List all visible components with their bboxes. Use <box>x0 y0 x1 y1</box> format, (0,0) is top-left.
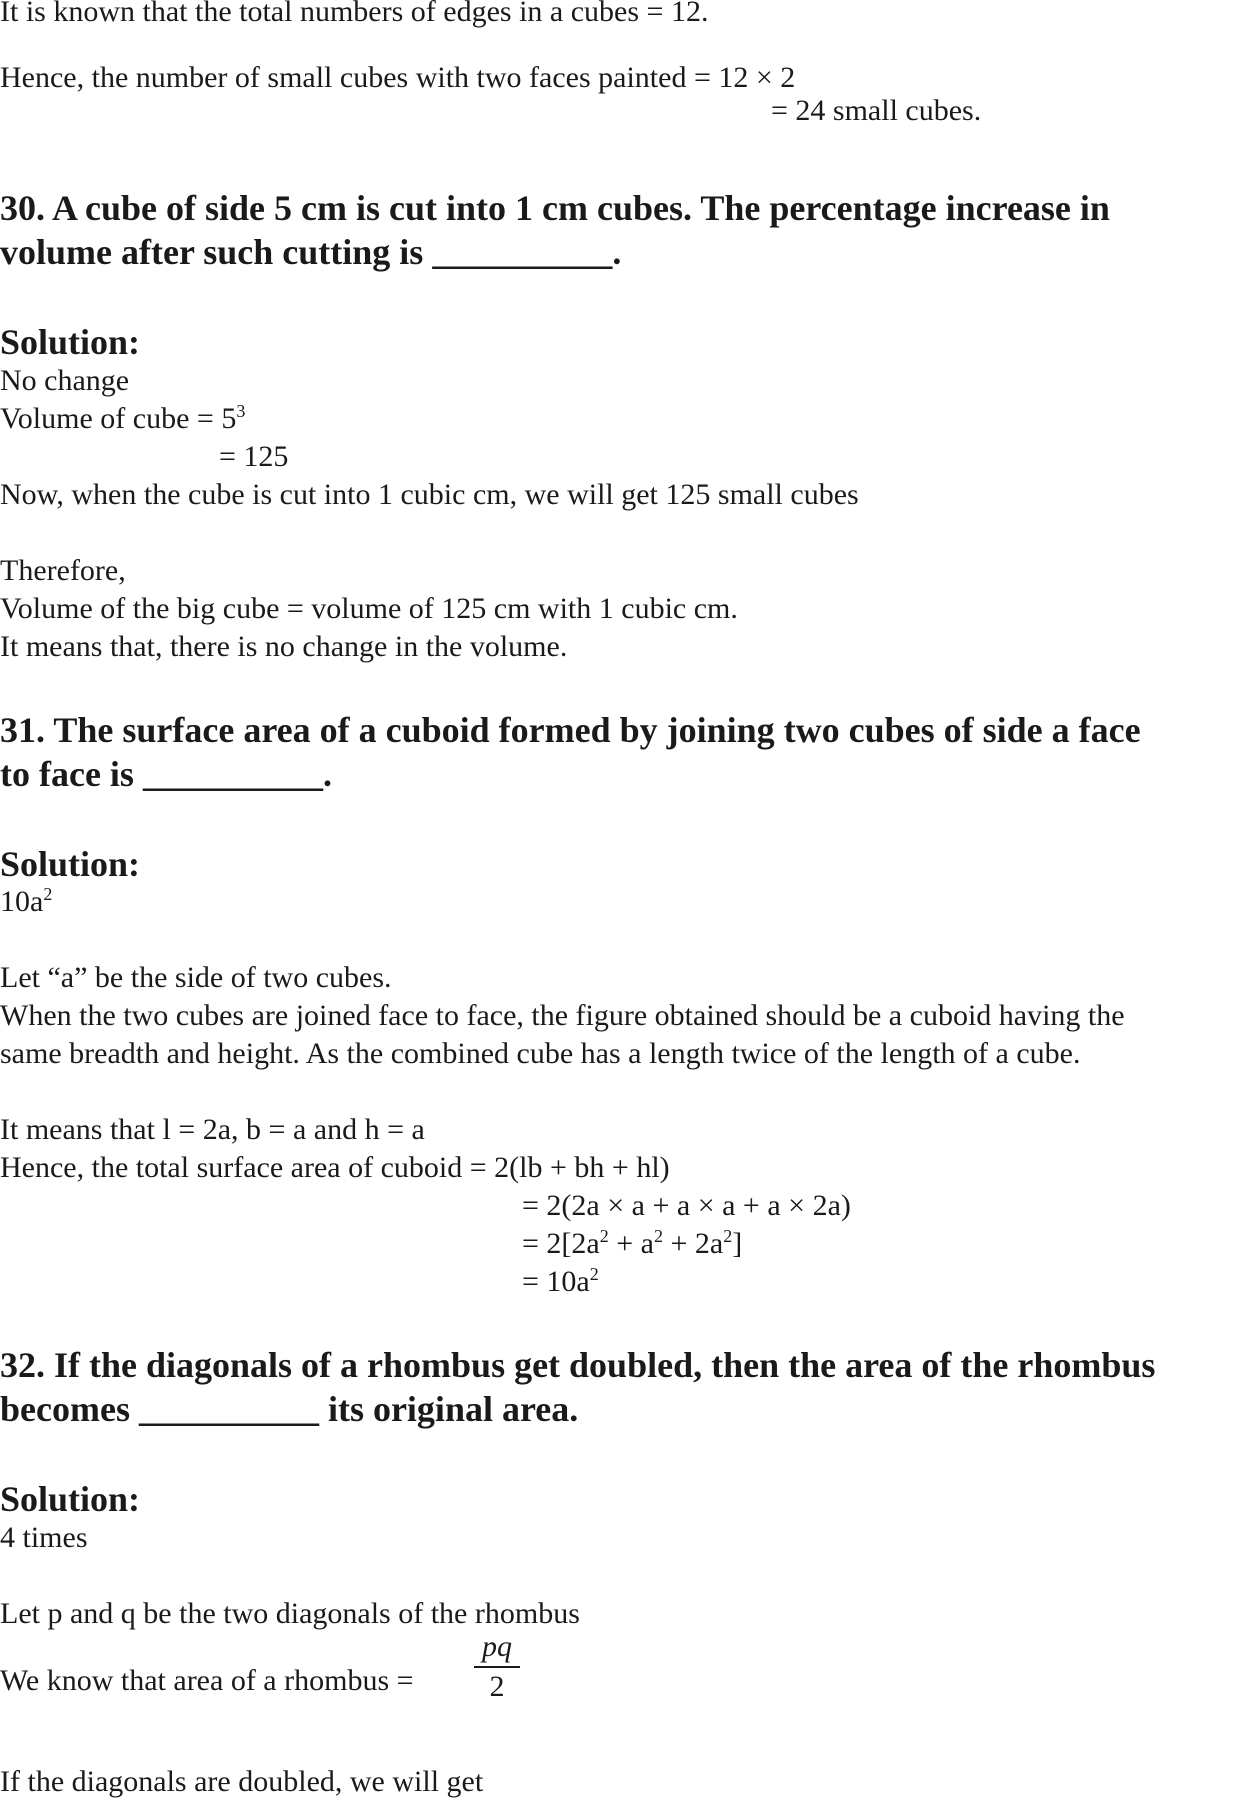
solution-31-answer <box>0 883 52 921</box>
intro-hence-text: Hence, the number of small cubes with two faces painted = 12 × 2 <box>0 61 796 94</box>
solution-32-let: Let p and q be the two diagonals of the rhombus <box>0 1597 580 1630</box>
solution-31-hence: Hence, the total surface area of cuboid = 2(lb + bh + hl) <box>0 1151 670 1184</box>
answer-base: 10a <box>0 885 44 918</box>
solution-30-therefore: Therefore, <box>0 554 126 587</box>
solution-31-when-1: When the two cubes are joined face to face, the figure obtained should be a cuboid having the <box>0 999 1125 1032</box>
solution-30-answer: No change <box>0 364 130 397</box>
question-30-line2: volume after such cutting is __________. <box>0 232 622 272</box>
solution-30-volume-eq: = 125 <box>219 440 289 473</box>
solution-31-step-1: = 2(2a × a + a × a + a × 2a) <box>522 1189 851 1222</box>
step2-exp-1: 2 <box>599 1226 609 1246</box>
solution-31-step-2 <box>522 1225 742 1263</box>
step2-part-b: + a <box>608 1227 654 1260</box>
solution-30-volume-big: Volume of the big cube = volume of 125 cm with 1 cubic cm. <box>0 592 738 625</box>
solution-32-answer: 4 times <box>0 1521 88 1554</box>
solution-31-means: It means that l = 2a, b = a and h = a <box>0 1113 425 1146</box>
solution-32-heading: Solution: <box>0 1479 141 1519</box>
question-31-line2: to face is __________. <box>0 754 332 794</box>
step2-part-c: + 2a <box>662 1227 724 1260</box>
solution-31-let: Let “a” be the side of two cubes. <box>0 961 392 994</box>
question-30-line1: 30. A cube of side 5 cm is cut into 1 cm cubes. The percentage increase in <box>0 188 1110 228</box>
solution-30-now: Now, when the cube is cut into 1 cubic cm, we will get 125 small cubes <box>0 478 859 511</box>
fraction-denominator: 2 <box>489 1670 505 1703</box>
intro-result-text: = 24 small cubes. <box>771 94 982 127</box>
step3-base: = 10a <box>522 1265 590 1298</box>
solution-30-volume-line <box>0 400 245 438</box>
question-32-line1: 32. If the diagonals of a rhombus get doubled, then the area of the rhombus <box>0 1345 1156 1385</box>
fraction-numerator: pq <box>482 1630 512 1663</box>
answer-exponent: 2 <box>43 884 53 904</box>
solution-31-heading: Solution: <box>0 844 141 884</box>
volume-exponent: 3 <box>236 401 246 421</box>
step2-exp-2: 2 <box>653 1226 663 1246</box>
solution-31-when-2: same breadth and height. As the combined cube has a length twice of the length of a cube. <box>0 1037 1081 1070</box>
volume-prefix: Volume of cube = 5 <box>0 402 237 435</box>
intro-edges-text: It is known that the total numbers of edges in a cubes = 12. <box>0 0 709 28</box>
solution-30-means: It means that, there is no change in the volume. <box>0 630 568 663</box>
step2-part-d: ] <box>732 1227 743 1260</box>
solution-32-area-prefix: We know that area of a rhombus = <box>0 1664 414 1697</box>
area-fraction <box>472 1628 522 1706</box>
question-32-line2: becomes __________ its original area. <box>0 1389 579 1429</box>
solution-31-step-3 <box>522 1263 599 1301</box>
solution-30-heading: Solution: <box>0 322 141 362</box>
step3-exp: 2 <box>589 1264 599 1284</box>
solution-32-doubled: If the diagonals are doubled, we will get <box>0 1765 484 1798</box>
step2-part-a: = 2[2a <box>522 1227 600 1260</box>
question-31-line1: 31. The surface area of a cuboid formed by joining two cubes of side a face <box>0 710 1141 750</box>
step2-exp-3: 2 <box>723 1226 733 1246</box>
